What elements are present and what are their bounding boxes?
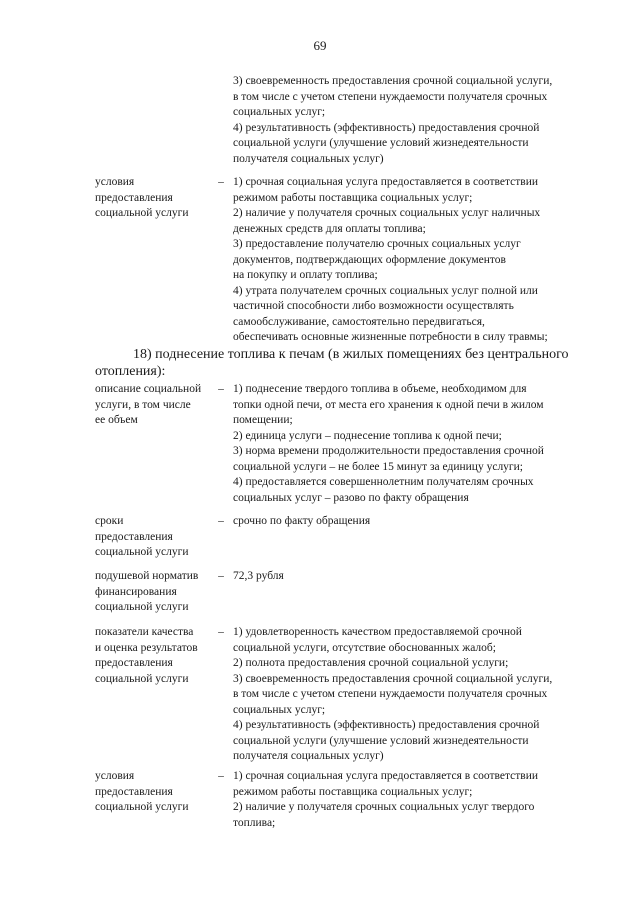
conditions-2-item: 1) срочная социальная услуга предоставляется в соответствии режимом работы поставщика социальных услуг; xyxy=(233,770,539,798)
terms-value xyxy=(233,514,593,530)
financing-label: подушевой норматив финансирования социальной услуги xyxy=(95,570,199,613)
conditions-1-label: условия предоставления социальной услуги xyxy=(95,176,189,219)
conditions-2-dash: – xyxy=(218,770,224,782)
page-number: 69 xyxy=(313,38,327,53)
quality-item: 3) своевременность предоставления срочной социальной услуги, в том числе с учетом степени нуждаемости получателя срочных социальных услуг; xyxy=(233,672,553,716)
financing-value xyxy=(233,569,593,585)
terms-value-text: срочно по факту обращения xyxy=(233,515,371,527)
conditions-2-label: условия предоставления социальной услуги xyxy=(95,770,189,813)
description-dash: – xyxy=(218,383,224,395)
description-item: 1) поднесение твердого топлива в объеме, необходимом для топки одной печи, от места его хранения к одной печи в жилом помещении; xyxy=(233,383,544,426)
conditions-1-item: 1) срочная социальная услуга предоставляется в соответствии режимом работы поставщика социальных услуг; xyxy=(233,176,539,204)
conditions-1-value xyxy=(233,175,593,346)
financing-value-text: 72,3 рубля xyxy=(233,570,284,582)
section-18-line-2: отопления): xyxy=(95,364,166,379)
conditions-1-item: 3) предоставление получателю срочных социальных услуг документов, подтверждающих оформление документов на покупку и оплату топлива; xyxy=(233,238,521,281)
terms-dash: – xyxy=(218,515,224,527)
quality-value xyxy=(233,625,593,765)
conditions-2-value xyxy=(233,769,593,831)
section-18-heading xyxy=(95,346,595,380)
financing-dash: – xyxy=(218,570,224,582)
description-label: описание социальной услуги, в том числе ее объем xyxy=(95,383,202,426)
description-item: 4) предоставляется совершеннолетним получателям срочных социальных услуг – разово по факту обращения xyxy=(233,476,534,504)
intro-item: 4) результативность (эффективность) предоставления срочной социальной услуги (улучшение условий жизнедеятельности получателя социальных услуг) xyxy=(233,121,540,165)
quality-item: 1) удовлетворенность качеством предоставляемой срочной социальной услуги, отсутствие обоснованных жалоб; xyxy=(233,626,522,654)
quality-label: показатели качества и оценка результатов предоставления социальной услуги xyxy=(95,626,198,685)
conditions-1-item: 4) утрата получателем срочных социальных услуг полной или частичной способности либо возможности осуществлять самообслуживание, самостоятельно передвигаться, обеспечивать основные жизненные потребности в силу травмы; xyxy=(233,284,548,343)
quality-dash: – xyxy=(218,626,224,638)
description-value xyxy=(233,382,593,506)
section-18-line-1: 18) поднесение топлива к печам (в жилых помещениях без центрального xyxy=(133,347,569,362)
terms-label: сроки предоставления социальной услуги xyxy=(95,515,189,558)
conditions-2-item: 2) наличие у получателя срочных социальных услуг твердого топлива; xyxy=(233,801,535,829)
quality-item: 2) полнота предоставления срочной социальной услуги; xyxy=(233,657,509,669)
quality-item: 4) результативность (эффективность) предоставления срочной социальной услуги (улучшение условий жизнедеятельности получателя социальных услуг) xyxy=(233,719,540,762)
description-item: 3) норма времени продолжительности предоставления срочной социальной услуги – не более 15 минут за единицу услуги; xyxy=(233,445,544,473)
description-item: 2) единица услуги – поднесение топлива к одной печи; xyxy=(233,429,502,442)
intro-value xyxy=(233,74,593,167)
intro-item: 3) своевременность предоставления срочной социальной услуги, в том числе с учетом степени нуждаемости получателя срочных социальных услуг; xyxy=(233,75,553,118)
conditions-1-dash: – xyxy=(218,176,224,188)
conditions-1-item: 2) наличие у получателя срочных социальных услуг наличных денежных средств для оплаты топлива; xyxy=(233,207,541,235)
